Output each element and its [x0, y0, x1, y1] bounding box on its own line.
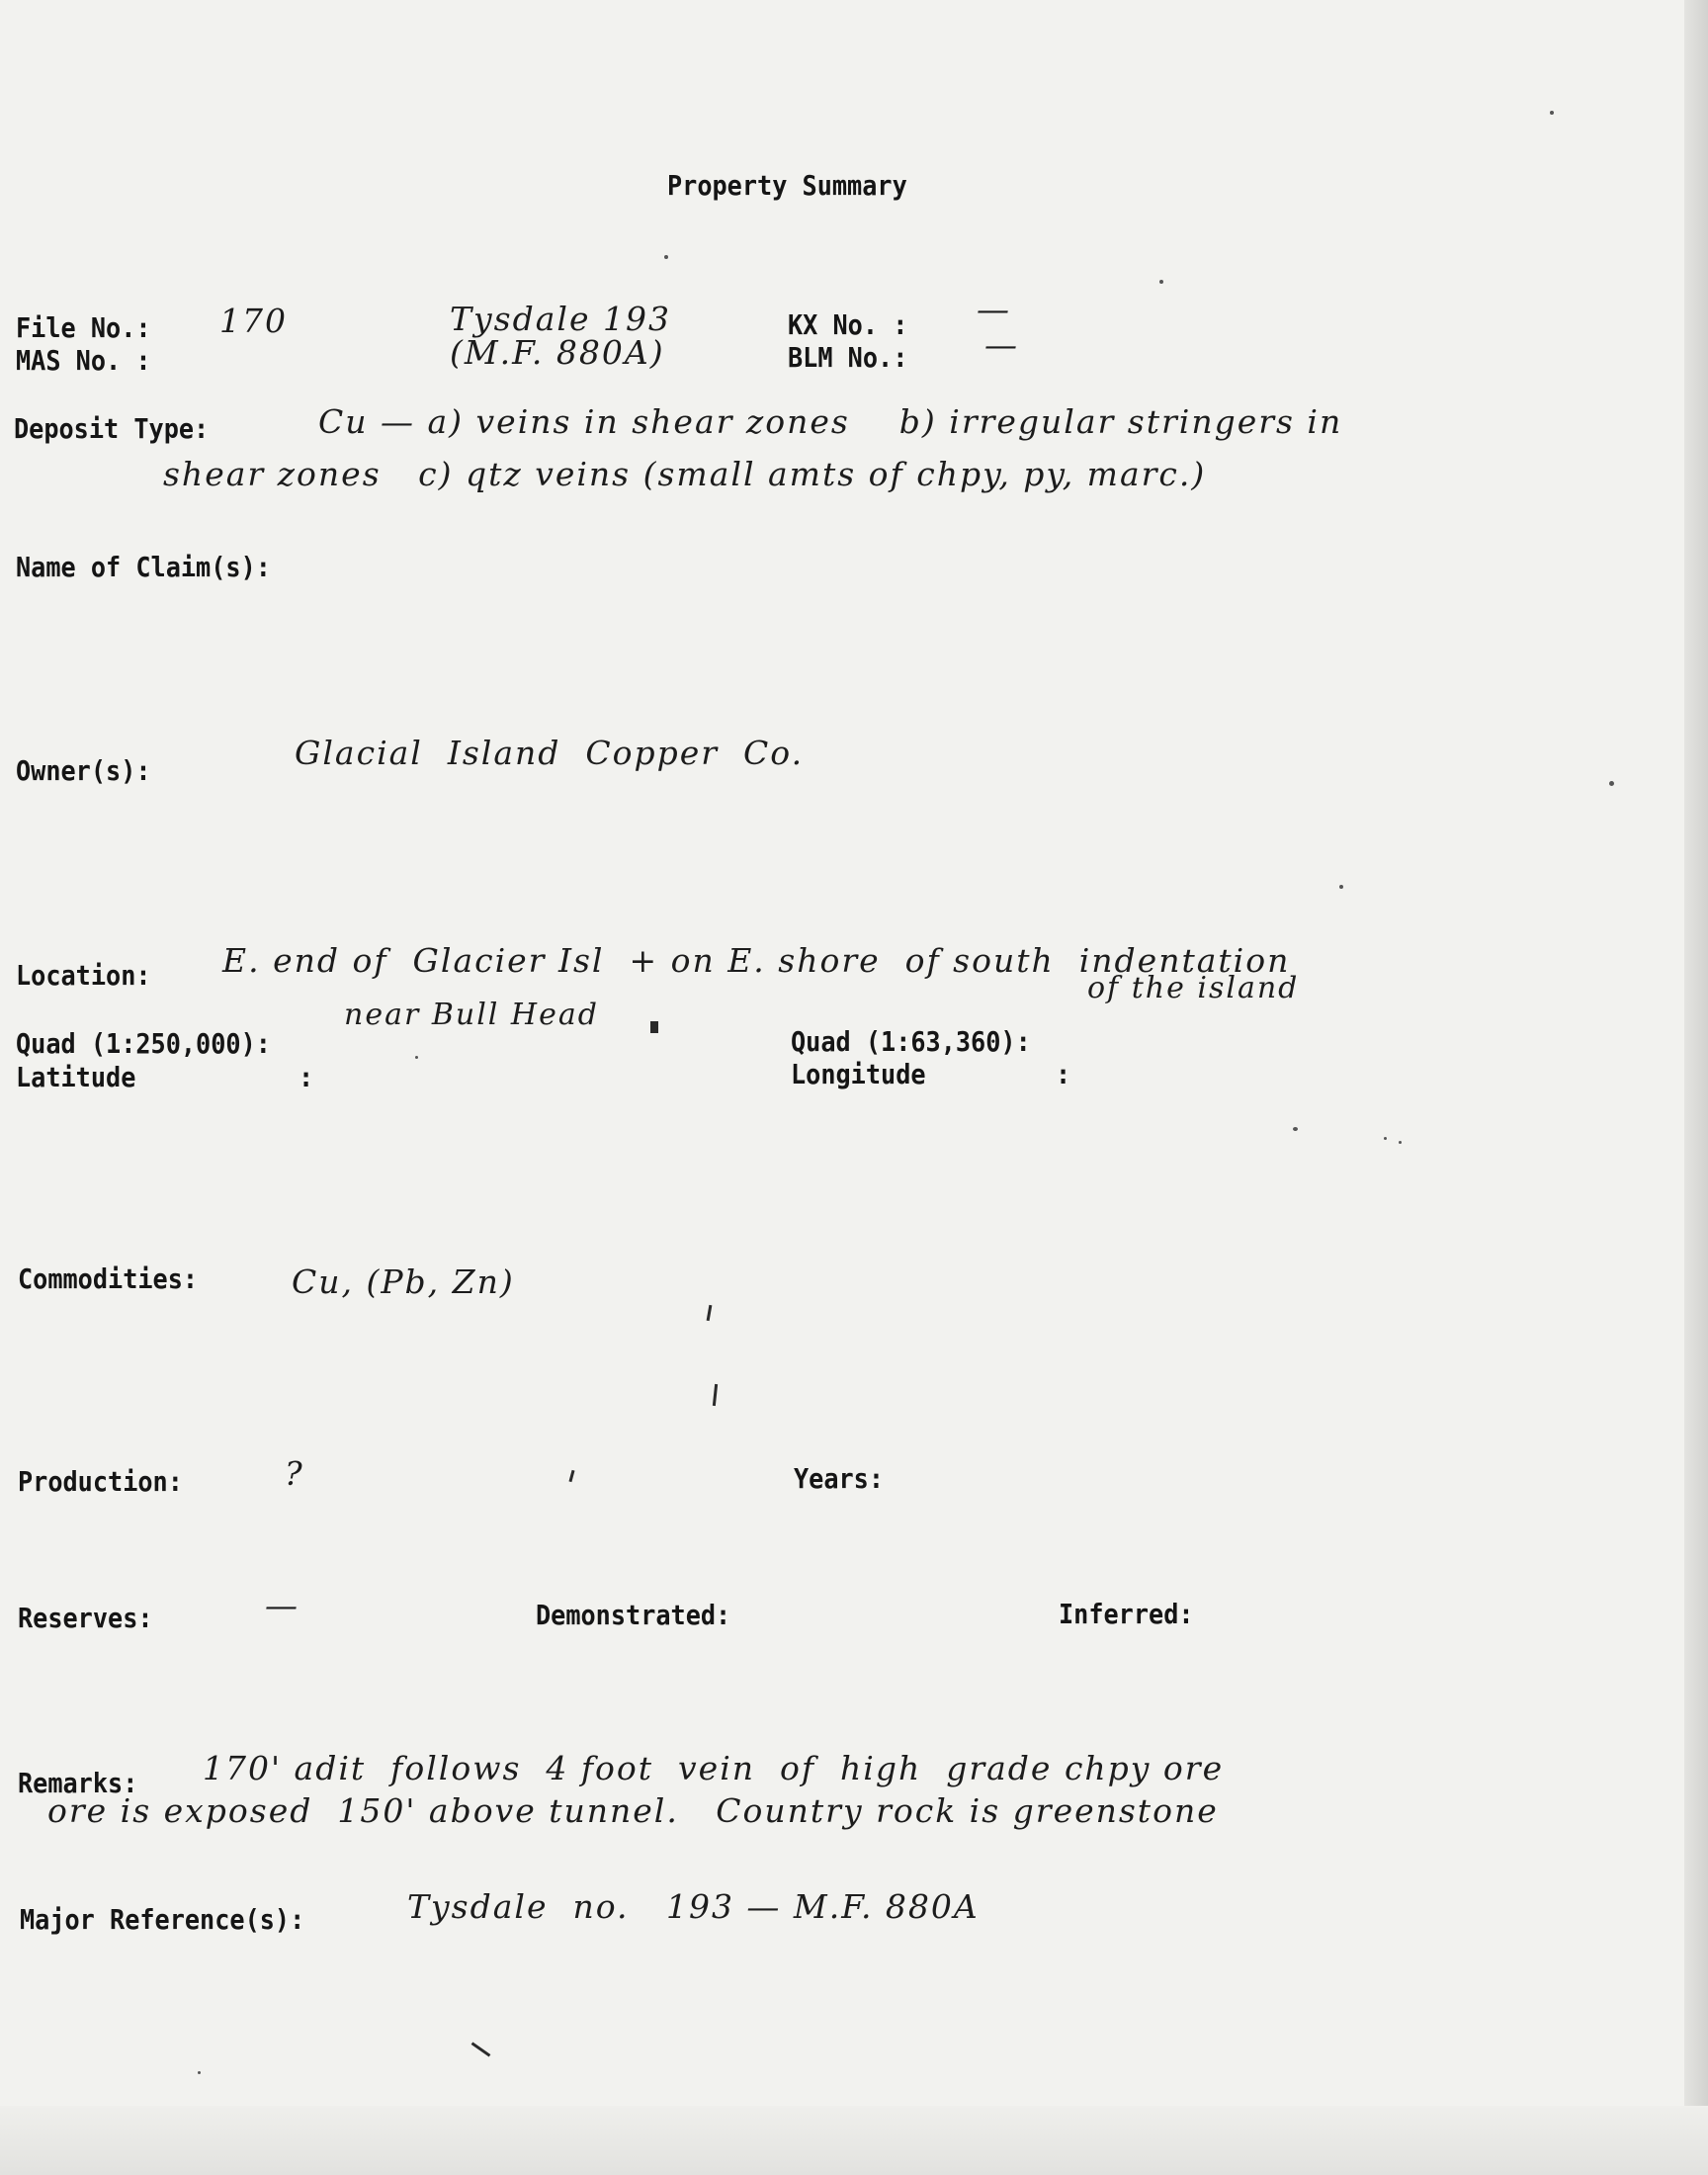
blm-no-value: —	[984, 325, 1019, 364]
tysdale-ref-line1: Tysdale 193	[450, 300, 671, 338]
production-label: Production:	[18, 1465, 183, 1498]
latitude-colon: :	[299, 1061, 314, 1093]
commodities-value: Cu, (Pb, Zn)	[292, 1262, 515, 1301]
scan-speck	[1399, 1141, 1402, 1144]
location-line3: of the island	[1087, 971, 1300, 1005]
remarks-line1: 170' adit follows 4 foot vein of high grade chpy ore	[203, 1749, 1225, 1787]
scan-speck	[1550, 111, 1554, 115]
latitude-label: Latitude	[16, 1061, 136, 1093]
major-references-value: Tysdale no. 193 — M.F. 880A	[407, 1887, 980, 1926]
kx-no-value: —	[977, 290, 1011, 328]
scan-speck	[415, 1056, 418, 1059]
scan-speck	[1339, 885, 1343, 889]
reserves-label: Reserves:	[18, 1602, 153, 1634]
demonstrated-label: Demonstrated:	[536, 1599, 731, 1631]
scan-speck	[198, 2071, 201, 2074]
quad-250k-label: Quad (1:250,000):	[16, 1027, 271, 1060]
scan-speck	[1159, 280, 1163, 284]
location-label: Location:	[16, 959, 151, 992]
scan-speck	[664, 255, 668, 259]
longitude-colon: :	[1056, 1058, 1071, 1090]
deposit-type-label: Deposit Type:	[14, 412, 210, 445]
deposit-type-line1: Cu — a) veins in shear zones b) irregular stringers in	[318, 402, 1343, 441]
pen-mark	[471, 2042, 491, 2056]
commodities-label: Commodities:	[18, 1262, 199, 1295]
longitude-label: Longitude	[791, 1058, 926, 1090]
mas-no-label: MAS No. :	[16, 344, 151, 377]
owners-label: Owner(s):	[16, 754, 151, 787]
page-edge-bottom	[0, 2106, 1708, 2175]
remarks-line2: ore is exposed 150' above tunnel. Country rock is greenstone	[47, 1791, 1219, 1830]
pen-mark	[713, 1384, 718, 1406]
pen-mark	[707, 1305, 713, 1321]
pen-mark	[650, 1021, 658, 1033]
quad-63k-label: Quad (1:63,360):	[791, 1025, 1031, 1058]
production-value: ?	[285, 1454, 304, 1493]
scan-speck	[1384, 1137, 1387, 1140]
blm-no-label: BLM No.:	[788, 341, 908, 374]
tysdale-ref-line2: (M.F. 880A)	[450, 333, 665, 372]
page-title: Property Summary	[667, 169, 907, 202]
pen-mark	[568, 1470, 574, 1482]
page-edge-right	[1684, 0, 1708, 2175]
scan-speck	[1609, 781, 1614, 786]
location-line1: E. end of Glacier Isl + on E. shore of south indentation	[222, 941, 1291, 980]
file-no-label: File No.:	[16, 311, 151, 344]
reserves-value: —	[265, 1586, 299, 1624]
location-line2: near Bull Head	[344, 998, 599, 1032]
major-references-label: Major Reference(s):	[20, 1903, 305, 1936]
deposit-type-line2: shear zones c) qtz veins (small amts of chpy, py, marc.)	[163, 455, 1207, 493]
inferred-label: Inferred:	[1059, 1598, 1194, 1630]
years-label: Years:	[794, 1462, 885, 1495]
file-no-value: 170	[219, 302, 288, 340]
remarks-label: Remarks:	[18, 1767, 138, 1799]
scan-speck	[1293, 1127, 1298, 1131]
kx-no-label: KX No. :	[788, 308, 908, 341]
name-of-claims-label: Name of Claim(s):	[16, 551, 271, 583]
owners-value: Glacial Island Copper Co.	[295, 734, 805, 772]
